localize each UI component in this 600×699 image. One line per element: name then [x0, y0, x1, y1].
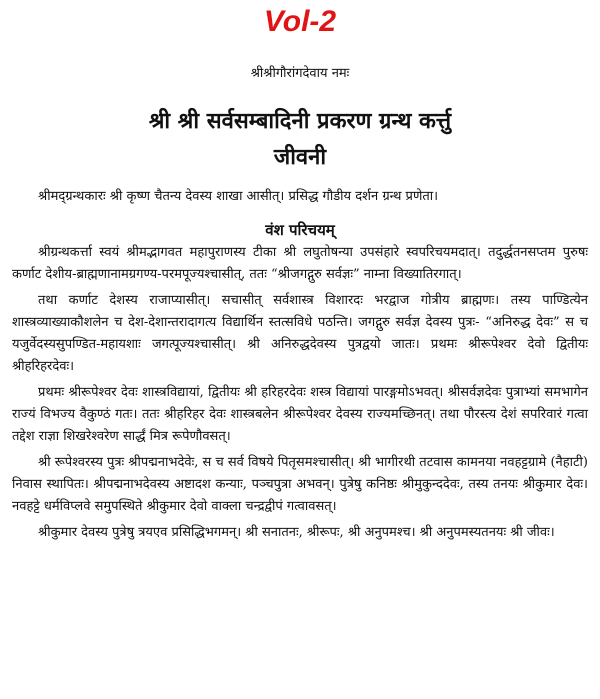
paragraph: श्रीग्रन्थकर्त्ता स्वयं श्रीमद्भागवत महापुराणस्य टीका श्री लघुतोषन्या उपसंहारे स्वपरिचयमदात्। तदुर्द्धतनसप्तम पुरुषः कर्णाट देशीय-ब्राह्मणानामग्रगण्य-परमपूज्यश्चासीत्, ततः “श्रीजगद्गुरु सर्वज्ञः” नाम्ना विख्यातिरगात्। [12, 245, 588, 282]
volume-label: Vol-2 [263, 5, 337, 38]
page-subtitle: जीवनी [273, 145, 327, 170]
page-title: श्री श्री सर्वसम्बादिनी प्रकरण ग्रन्थ कर्त्तु [148, 109, 452, 134]
intro-paragraph: श्रीमद्ग्रन्थकारः श्री कृष्ण चैतन्य देवस्य शाखा आसीत्। प्रसिद्ध गौडीय दर्शन ग्रन्थ प्रणेता। [38, 189, 439, 204]
paragraph: प्रथमः श्रीरूपेश्वर देवः शास्त्रविद्यायां, द्वितीयः श्री हरिहरदेवः शस्त्र विद्यायां पारङ्गमोऽभवत्। श्रीसर्वज्ञदेवः पुत्राभ्यां समभागेन राज्यं विभज्य वैकुण्ठं गतः। ततः श्रीहरिहर देवः शास्त्रबलेन श्रीरूपेश्वर देवस्य राज्यमच्छिनत्। तथा पौरस्त्य देशं सपरिवारं गत्वा तद्देश राज्ञा शिखरेश्वरेण सार्द्धं मित्र रूपेणौवसत्। [12, 385, 588, 444]
section-heading: वंश परिचयम् [265, 221, 335, 239]
invocation-line: श्रीश्रीगौरांगदेवाय नमः [250, 66, 350, 81]
body-paragraphs [12, 242, 588, 548]
paragraph: श्रीकुमार देवस्य पुत्रेषु त्रयएव प्रसिद्धिभगमन्। श्री सनातनः, श्रीरूपः, श्री अनुपमश्च। श्री अनुपमस्यतनयः श्री जीवः। [38, 525, 555, 540]
paragraph: श्री रूपेश्वरस्य पुत्रः श्रीपद्मनाभदेवेः, स च सर्व विषये पितृसमश्चासीत्। श्री भागीरथी तटवास कामनया नवहट्टग्रामे (नैहाटी) निवास स्थापितः। श्रीपद्मनाभदेवस्य अष्टादश कन्याः, पञ्चपुत्रा अभवन्। पुत्रेषु कनिष्ठः श्रीमुकुन्ददेवः, तस्य तनयः श्रीकुमार देवः। नवहट्टे धर्मविप्लवे समुपस्थिते श्रीकुमार देवो वाक्ला चन्द्रद्वीपं गत्वावसत्। [12, 455, 588, 514]
paragraph: तथा कर्णाट देशस्य राजाप्यासीत्। सचासीत् सर्वशास्त्र विशारदः भरद्वाज गोत्रीय ब्राह्मणः। तस्य पाण्डित्येन शास्त्रव्याख्याकौशलेन च देश-देशान्तरादागत्य विद्यार्थिन स्तत्सविधे पठन्ति। जगद्गुरु सर्वज्ञ देवस्य पुत्रः- “अनिरुद्ध देवः” स च यजुर्वेदस्यसुपण्डित-महायशाः जगत्पूज्यश्चासीत्। श्री अनिरुद्धदेवस्य पुत्रद्वयो जातः। प्रथमः श्रीरूपेश्वर देवो द्वितीयः श्रीहरिहरदेवः। [12, 293, 588, 374]
